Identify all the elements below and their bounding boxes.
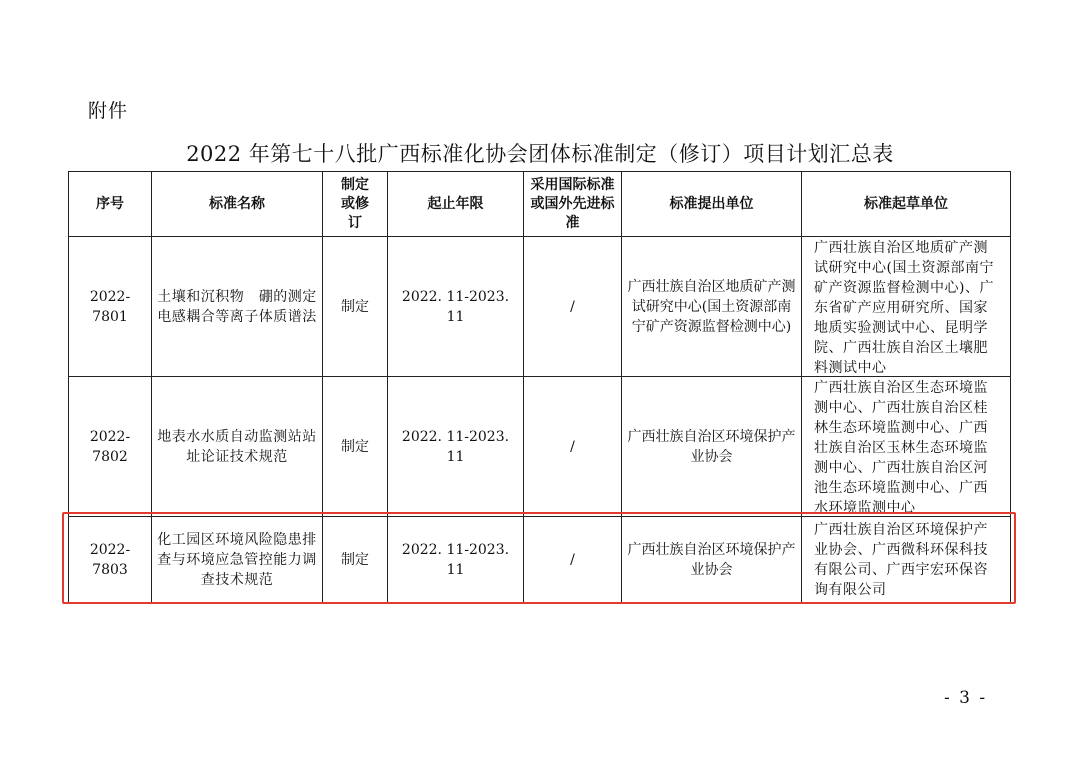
- row-type: 制定: [323, 237, 388, 377]
- header-proposer: 标准提出单位: [622, 172, 802, 237]
- row-no: 2022-7801: [69, 237, 152, 377]
- row-period: 2022. 11-2023. 11: [388, 377, 524, 517]
- table-row: [69, 377, 1011, 517]
- header-period: 起止年限: [388, 172, 524, 237]
- row-drafter: 广西壮族自治区地质矿产测试研究中心(国土资源部南宁矿产资源监督检测中心)、广东省矿产应用研究所、国家地质实验测试中心、昆明学院、广西壮族自治区土壤肥料测试中心: [814, 239, 994, 376]
- row-period: 2022. 11-2023. 11: [388, 237, 524, 377]
- row-proposer: 广西壮族自治区环境保护产业协会: [622, 517, 802, 603]
- row-intl-standard: /: [524, 517, 622, 603]
- row-drafter: 广西壮族自治区生态环境监测中心、广西壮族自治区桂林生态环境监测中心、广西壮族自治区玉林生态环境监测中心、广西壮族自治区河池生态环境监测中心、广西水环境监测中心: [814, 379, 988, 516]
- row-proposer: 广西壮族自治区地质矿产测试研究中心(国土资源部南宁矿产资源监督检测中心): [622, 237, 802, 377]
- row-standard-name: 土壤和沉积物 硼的测定 电感耦合等离子体质谱法: [152, 237, 323, 377]
- row-drafter: 广西壮族自治区环境保护产业协会、广西微科环保科技有限公司、广西宇宏环保咨询有限公司: [814, 521, 988, 598]
- table-header-row: [69, 172, 1011, 237]
- row-intl-standard: /: [524, 377, 622, 517]
- row-intl-standard: /: [524, 237, 622, 377]
- row-type: 制定: [323, 517, 388, 603]
- row-highlight-box: [62, 512, 1016, 604]
- row-drafter-cell: [802, 237, 1011, 377]
- header-standard-name: 标准名称: [152, 172, 323, 237]
- row-standard-name: 化工园区环境风险隐患排查与环境应急管控能力调查技术规范: [152, 517, 323, 603]
- row-drafter-cell: [802, 377, 1011, 517]
- row-period: 2022. 11-2023. 11: [388, 517, 524, 603]
- row-standard-name: 地表水水质自动监测站站址论证技术规范: [152, 377, 323, 517]
- row-proposer: 广西壮族自治区环境保护产业协会: [622, 377, 802, 517]
- header-drafter: 标准起草单位: [802, 172, 1011, 237]
- header-type: 制定或修订: [323, 172, 388, 237]
- document-title: 2022 年第七十八批广西标准化协会团体标准制定（修订）项目计划汇总表: [186, 142, 894, 166]
- row-no: 2022-7803: [69, 517, 152, 603]
- row-type: 制定: [323, 377, 388, 517]
- header-intl-standard: 采用国际标准或国外先进标准: [524, 172, 622, 237]
- header-no: 序号: [69, 172, 152, 237]
- row-no: 2022-7802: [69, 377, 152, 517]
- attachment-label: 附件: [88, 100, 129, 122]
- page-number: - 3 -: [944, 688, 988, 708]
- table-row: [69, 237, 1011, 377]
